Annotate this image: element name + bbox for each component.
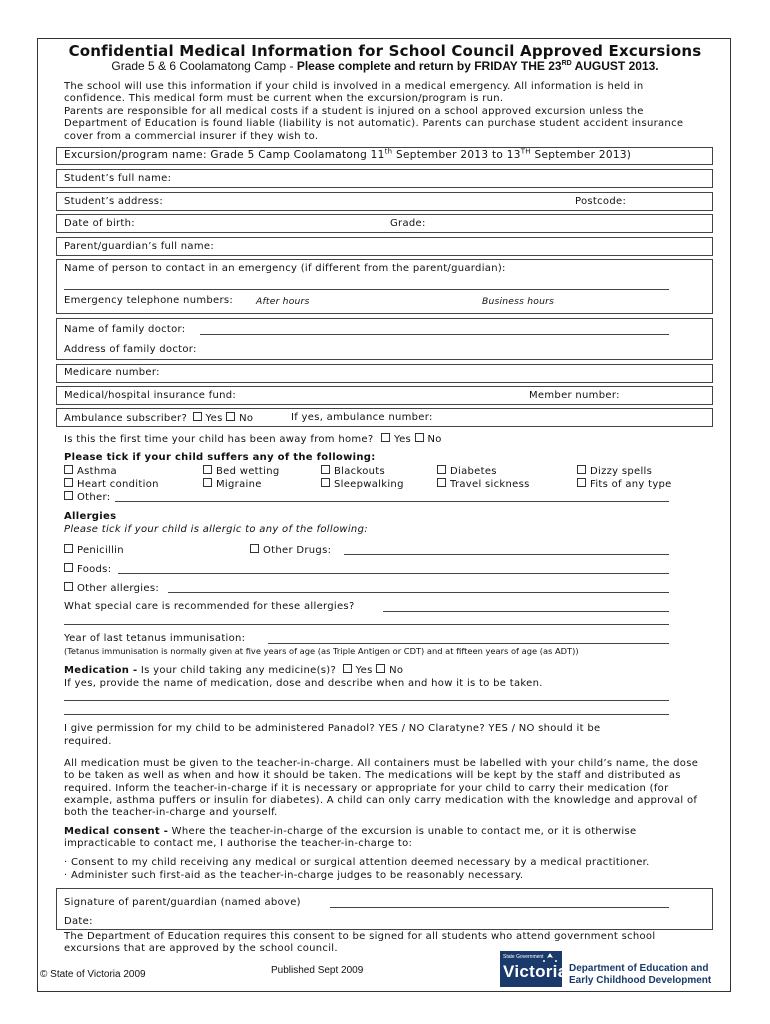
allergy-other-drugs[interactable]: Other Drugs: [250,544,331,556]
grade-label: Grade: [390,218,426,229]
postcode-label: Postcode: [575,196,627,207]
first-time-row: Is this the first time your child has been away from home? Yes No [64,434,442,445]
consent-bullet-1: · Consent to my child receiving any medical or surgical attention deemed necessary by a medical practitioner. [64,857,650,868]
first-time-no-checkbox[interactable] [415,433,424,442]
special-care-line-2 [64,624,669,625]
family-doctor-label: Name of family doctor: [64,324,186,335]
checkbox[interactable] [64,582,73,591]
condition-other[interactable]: Other: [64,491,110,503]
allergies-instruction: Please tick if your child is allergic to any of the following: [64,524,368,535]
panadol-line-1: I give permission for my child to be administered Panadol? YES / NO Claratyne? YES / NO should it be [64,723,601,734]
date-label: Date: [64,916,93,927]
ambulance-number-label: If yes, ambulance number: [291,412,433,423]
allergy-foods[interactable]: Foods: [64,563,111,575]
dob-label: Date of birth: [64,218,135,229]
condition-dizzy-spells[interactable]: Dizzy spells [577,465,652,477]
consent-bullet-2: · Administer such first-aid as the teacher-in-charge judges to be reasonably necessary. [64,870,524,881]
condition-bed-wetting[interactable]: Bed wetting [203,465,279,477]
condition-asthma[interactable]: Asthma [64,465,117,477]
emergency-contact-line [64,289,669,290]
conditions-heading: Please tick if your child suffers any of the following: [64,452,376,463]
medication-followup: If yes, provide the name of medication, dose and describe when and how it is to be taken. [64,678,543,689]
logo-word: Victoria [503,962,568,981]
medication-line-1 [64,700,669,701]
signature-label: Signature of parent/guardian (named above) [64,897,301,908]
doctor-address-label: Address of family doctor: [64,344,197,355]
medication-policy: All medication must be given to the teacher-in-charge. All containers must be labelled with your child’s name, the dose to be taken as well as when and how it should be taken. The medications will be kept by the staff and distributed as required. Inform the teacher-in-charge if it is necessary or appropriate for your child to carry their medication (for example, asthma puffers or insulin for diabetes). A child can only carry medication with the knowledge and approval of both the teacher-in-charge and yourself. [64,758,699,819]
medicare-label: Medicare number: [64,367,160,378]
intro-paragraph-2: Parents are responsible for all medical costs if a student is injured on a school approved excursion unless the Department of Education is found liable (liability is not automatic). Parents can purchase student accident insurance cover from a commercial insurer if they wish to. [64,106,684,142]
condition-migraine[interactable]: Migraine [203,478,262,490]
foods-line [118,573,669,574]
emergency-phone-label: Emergency telephone numbers: [64,295,234,306]
checkbox[interactable] [64,465,73,474]
condition-blackouts[interactable]: Blackouts [321,465,385,477]
checkbox[interactable] [321,478,330,487]
checkbox[interactable] [437,478,446,487]
medication-yes-checkbox[interactable] [343,664,352,673]
condition-heart[interactable]: Heart condition [64,478,159,490]
first-time-yes-checkbox[interactable] [381,433,390,442]
department-name: Department of Education and Early Childhood Development [569,963,712,986]
other-allergies-line [168,592,669,593]
signature-line [330,907,669,908]
signature-box[interactable] [56,888,713,930]
checkbox[interactable] [64,563,73,572]
after-hours-label: After hours [256,296,310,307]
consent-paragraph: Medical consent - Where the teacher-in-charge of the excursion is unable to contact me, or it is otherwise impracticable to contact me, I authorise the teacher-in-charge to: [64,826,637,850]
emergency-contact-label: Name of person to contact in an emergency (if different from the parent/guardian): [64,263,506,274]
parent-name-label: Parent/guardian’s full name: [64,241,215,252]
checkbox[interactable] [577,478,586,487]
checkbox[interactable] [577,465,586,474]
tetanus-note: (Tetanus immunisation is normally given at five years of age (as Triple Antigen or CDT) and at fifteen years of age (as ADT)) [64,646,579,656]
medication-row: Medication - Is your child taking any medicine(s)? Yes No [64,665,404,676]
condition-diabetes[interactable]: Diabetes [437,465,497,477]
intro-paragraph-1: The school will use this information if your child is involved in a medical emergency. All information is held in confidence. This medical form must be current when the excursion/program is run. [64,81,644,105]
ambulance-no-checkbox[interactable] [226,412,235,421]
checkbox[interactable] [321,465,330,474]
ambulance-yes-checkbox[interactable] [193,412,202,421]
signature-notice: The Department of Education requires this consent to be signed for all students who attend government school excursions that are approved by the school council. [64,931,656,955]
tetanus-label: Year of last tetanus immunisation: [64,633,246,644]
special-care-label: What special care is recommended for these allergies? [64,601,355,612]
student-name-label: Student’s full name: [64,173,172,184]
other-drugs-line [344,554,669,555]
checkbox[interactable] [250,544,259,553]
allergy-penicillin[interactable]: Penicillin [64,544,124,556]
condition-sleepwalking[interactable]: Sleepwalking [321,478,404,490]
medication-line-2 [64,714,669,715]
victoria-logo [500,951,568,987]
checkbox[interactable] [64,544,73,553]
insurance-fund-label: Medical/hospital insurance fund: [64,390,237,401]
condition-travel-sickness[interactable]: Travel sickness [437,478,530,490]
checkbox[interactable] [64,491,73,500]
condition-fits[interactable]: Fits of any type [577,478,672,490]
copyright: © State of Victoria 2009 [40,969,146,980]
form-subtitle: Grade 5 & 6 Coolamatong Camp - Please complete and return by FRIDAY THE 23RD AUGUST 2013. [111,59,659,73]
medication-no-checkbox[interactable] [376,664,385,673]
panadol-line-2: required. [64,736,112,747]
tetanus-line [268,643,669,644]
student-address-label: Student’s address: [64,196,163,207]
checkbox[interactable] [64,478,73,487]
checkbox[interactable] [437,465,446,474]
family-doctor-line [200,334,669,335]
published-date: Published Sept 2009 [271,965,364,976]
dob-field[interactable] [56,214,713,233]
member-number-label: Member number: [529,390,620,401]
checkbox[interactable] [203,478,212,487]
checkbox[interactable] [203,465,212,474]
form-title: Confidential Medical Information for School Council Approved Excursions [68,42,702,60]
excursion-label: Excursion/program name: Grade 5 Camp Coolamatong 11th September 2013 to 13TH September 2013) [64,147,632,161]
allergies-heading: Allergies [64,511,117,522]
condition-other-line [115,501,669,502]
ambulance-row: Ambulance subscriber? Yes No [64,413,254,424]
logo-small-text: State Government [503,954,544,960]
special-care-line-1 [383,611,669,612]
business-hours-label: Business hours [482,296,555,307]
allergy-other[interactable]: Other allergies: [64,582,159,594]
